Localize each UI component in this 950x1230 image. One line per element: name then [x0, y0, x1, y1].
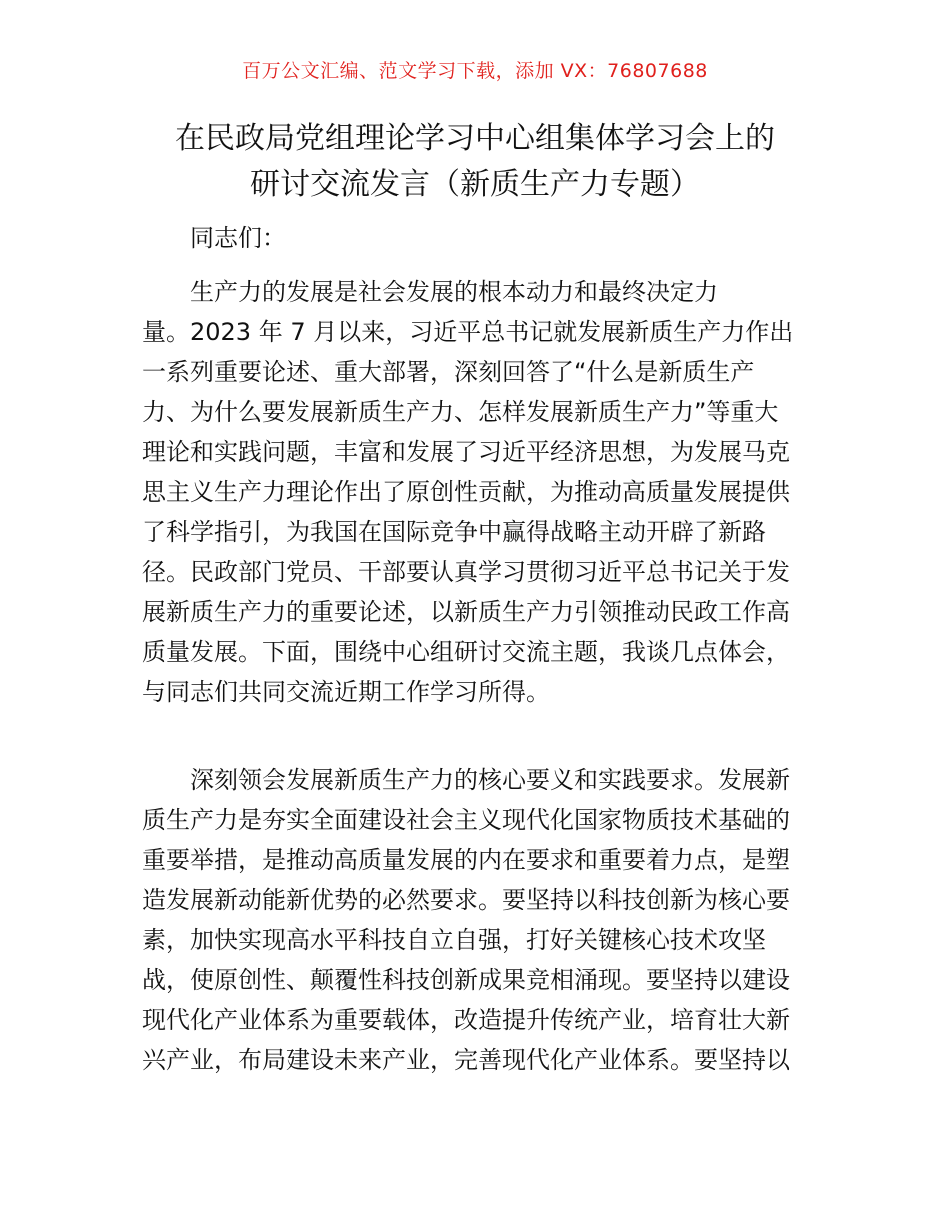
- text-line: 造发展新动能新优势的必然要求。要坚持以科技创新为核心要: [142, 886, 790, 914]
- text-line: 战，使原创性、颠覆性科技创新成果竞相涌现。要坚持以建设: [142, 966, 790, 994]
- header-banner: 百万公文汇编、范文学习下载，添加 VX：76807688: [242, 60, 708, 82]
- text-line: 展新质生产力的重要论述，以新质生产力引领推动民政工作高: [142, 598, 790, 626]
- text-line: 径。民政部门党员、干部要认真学习贯彻习近平总书记关于发: [142, 558, 790, 586]
- text-line: 质生产力是夯实全面建设社会主义现代化国家物质技术基础的: [142, 806, 790, 834]
- text-line: 兴产业，布局建设未来产业，完善现代化产业体系。要坚持以: [142, 1046, 790, 1074]
- paragraph-1: [142, 272, 822, 712]
- title-line: 研讨交流发言（新质生产力专题）: [250, 167, 700, 202]
- text-line: 重要举措，是推动高质量发展的内在要求和重要着力点，是塑: [142, 846, 790, 874]
- text-line: 现代化产业体系为重要载体，改造提升传统产业，培育壮大新: [142, 1006, 790, 1034]
- text-line: 思主义生产力理论作出了原创性贡献，为推动高质量发展提供: [142, 478, 790, 506]
- salutation: 同志们：: [190, 224, 286, 252]
- paragraph-2: [142, 760, 822, 1080]
- text-line: 质量发展。下面，围绕中心组研讨交流主题，我谈几点体会，: [142, 638, 790, 666]
- text-line: 生产力的发展是社会发展的根本动力和最终决定力: [190, 278, 718, 306]
- text-line: 理论和实践问题，丰富和发展了习近平经济思想，为发展马克: [142, 438, 790, 466]
- text-line: 了科学指引，为我国在国际竞争中赢得战略主动开辟了新路: [142, 518, 766, 546]
- text-line: 与同志们共同交流近期工作学习所得。: [142, 678, 550, 706]
- document-title: [130, 116, 820, 208]
- title-line: 在民政局党组理论学习中心组集体学习会上的: [175, 121, 775, 156]
- text-line: 力、为什么要发展新质生产力、怎样发展新质生产力”等重大: [142, 398, 779, 426]
- text-line: 深刻领会发展新质生产力的核心要义和实践要求。发展新: [190, 766, 790, 794]
- text-line: 素，加快实现高水平科技自立自强，打好关键核心技术攻坚: [142, 926, 766, 954]
- text-line: 一系列重要论述、重大部署，深刻回答了“什么是新质生产: [142, 358, 755, 386]
- text-line: 量。2023 年 7 月以来，习近平总书记就发展新质生产力作出: [142, 318, 794, 346]
